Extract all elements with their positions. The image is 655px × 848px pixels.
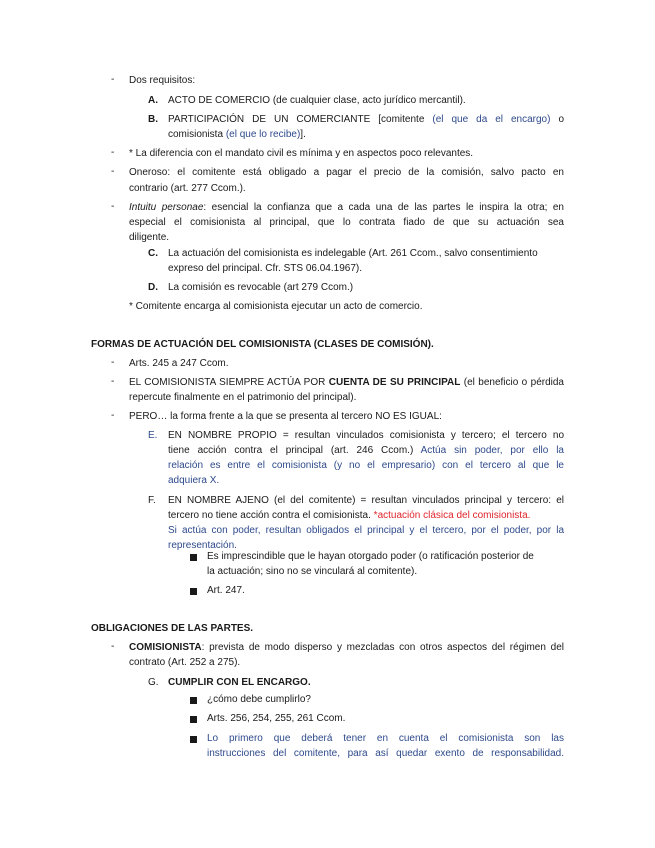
intuitu-line3: diligente. <box>129 232 170 243</box>
pero-text: PERO… la forma frente a la que se presenta al tercero NO ES IGUAL: <box>129 411 442 422</box>
item-b-text4: ]. <box>300 129 306 140</box>
footnote-text: * Comitente encarga al comisionista ejecutar un acto de comercio. <box>129 301 423 312</box>
siempre-bold: CUENTA DE SU PRINCIPAL <box>328 377 461 388</box>
square-bullet-icon <box>190 554 197 561</box>
diferencia-text: * La diferencia con el mandato civil es mínima y en aspectos poco relevantes. <box>129 148 474 159</box>
list-dash: - <box>111 376 115 387</box>
intuitu-text1: : esencial la confianza que a cada una de las partes le inspira la otra; en <box>203 202 564 213</box>
square-bullet-icon <box>190 716 197 723</box>
list-letter-d: D. <box>148 282 158 293</box>
item-f-line3: Si actúa con poder, resultan obligados el principal y el tercero, por el poder, por la <box>168 525 564 536</box>
item-b-blue1: (el que da el encargo) <box>432 114 551 125</box>
comisionista-line1 <box>129 640 564 656</box>
g-sub1-text: ¿cómo debe cumplirlo? <box>207 694 311 705</box>
list-letter-f: F. <box>148 495 156 506</box>
intuitu-line1 <box>129 200 564 216</box>
item-e-text2: tiene acción contra el principal (art. 246 Ccom.) <box>168 445 421 456</box>
comisionista-bold: COMISIONISTA <box>129 642 202 653</box>
item-g-text: CUMPLIR CON EL ENCARGO. <box>168 677 311 688</box>
item-e-line3: relación es entre el comisionista (y no el empresario) con el tercero al que le <box>168 460 564 471</box>
item-e-line4: adquiera X. <box>168 475 220 486</box>
list-letter-c: C. <box>148 248 158 259</box>
square-bullet-icon <box>190 697 197 704</box>
intuitu-label: Intuitu personae <box>129 202 204 213</box>
item-b-text3: comisionista <box>168 129 226 140</box>
list-dash: - <box>111 74 115 85</box>
oneroso-line2: contrario (art. 277 Ccom.). <box>129 183 246 194</box>
comisionista-text1: : prevista de modo disperso y mezcladas con otros aspectos del régimen del <box>201 642 564 653</box>
g-sub3-line2: instrucciones del comitente, para así quedar exento de responsabilidad. <box>207 748 564 759</box>
item-f-red: *actuación clásica del comisionista. <box>373 510 531 521</box>
item-b-text1: PARTICIPACIÓN DE UN COMERCIANTE [comitente <box>168 114 433 125</box>
requisitos-text: Dos requisitos: <box>129 75 196 86</box>
item-b-text2: o <box>550 114 565 125</box>
comisionista-line2: contrato (Art. 252 a 275). <box>129 657 241 668</box>
item-a-text: ACTO DE COMERCIO (de cualquier clase, acto jurídico mercantil). <box>168 95 466 106</box>
heading-formas: FORMAS DE ACTUACIÓN DEL COMISIONISTA (CLASES DE COMISIÓN). <box>91 339 434 350</box>
item-b-line1 <box>168 112 564 128</box>
item-c-line1: La actuación del comisionista es indelegable (Art. 261 Ccom., salvo consentimiento <box>168 248 538 259</box>
list-letter-a: A. <box>148 95 158 106</box>
arts-text: Arts. 245 a 247 Ccom. <box>129 358 229 369</box>
item-e-blue2: Actúa sin poder, por ello la <box>420 445 564 456</box>
siempre-text2: (el beneficio o pérdida <box>460 377 564 388</box>
list-dash: - <box>111 147 115 158</box>
siempre-line2: repercute finalmente en el patrimonio del principal). <box>129 392 357 403</box>
list-letter-g: G. <box>148 677 159 688</box>
item-f-line1: EN NOMBRE AJENO (el del comitente) = resultan vinculados principal y tercero: el <box>168 495 564 506</box>
item-f-line4: representación. <box>168 540 237 551</box>
heading-obligaciones: OBLIGACIONES DE LAS PARTES. <box>91 623 254 634</box>
siempre-line1 <box>129 375 564 391</box>
item-f-text2: tercero no tiene acción contra el comisionista. <box>168 510 374 521</box>
list-letter-e: E. <box>148 430 158 441</box>
oneroso-line1: Oneroso: el comitente está obligado a pagar el precio de la comisión, salvo pacto en <box>129 167 564 178</box>
list-dash: - <box>111 410 115 421</box>
sub2-text: Art. 247. <box>207 585 245 596</box>
item-c-line2: expreso del principal. Cfr. STS 06.04.1967). <box>168 263 362 274</box>
sub1-line2: la actuación; sino no se vinculará al comitente). <box>207 566 418 577</box>
item-b-blue2: (el que lo recibe) <box>225 129 301 140</box>
g-sub3-line1: Lo primero que deberá tener en cuenta el comisionista son las <box>207 733 564 744</box>
list-dash: - <box>111 166 115 177</box>
sub1-line1: Es imprescindible que le hayan otorgado poder (o ratificación posterior de <box>207 551 534 562</box>
item-b-line2 <box>168 127 306 143</box>
g-sub2-text: Arts. 256, 254, 255, 261 Ccom. <box>207 713 346 724</box>
square-bullet-icon <box>190 588 197 595</box>
square-bullet-icon <box>190 736 197 743</box>
item-e-line1: EN NOMBRE PROPIO = resultan vinculados comisionista y tercero; el tercero no <box>168 430 564 441</box>
siempre-text1: EL COMISIONISTA SIEMPRE ACTÚA POR <box>129 377 329 388</box>
item-f-line2 <box>168 508 530 524</box>
list-letter-b: B. <box>148 114 158 125</box>
intuitu-line2: especial el comisionista al principal, que lo contrata fiado de que su actuación sea <box>129 217 564 228</box>
list-dash: - <box>111 357 115 368</box>
list-dash: - <box>111 641 115 652</box>
list-dash: - <box>111 201 115 212</box>
item-e-line2 <box>168 443 564 459</box>
item-d-text: La comisión es revocable (art 279 Ccom.) <box>168 282 354 293</box>
